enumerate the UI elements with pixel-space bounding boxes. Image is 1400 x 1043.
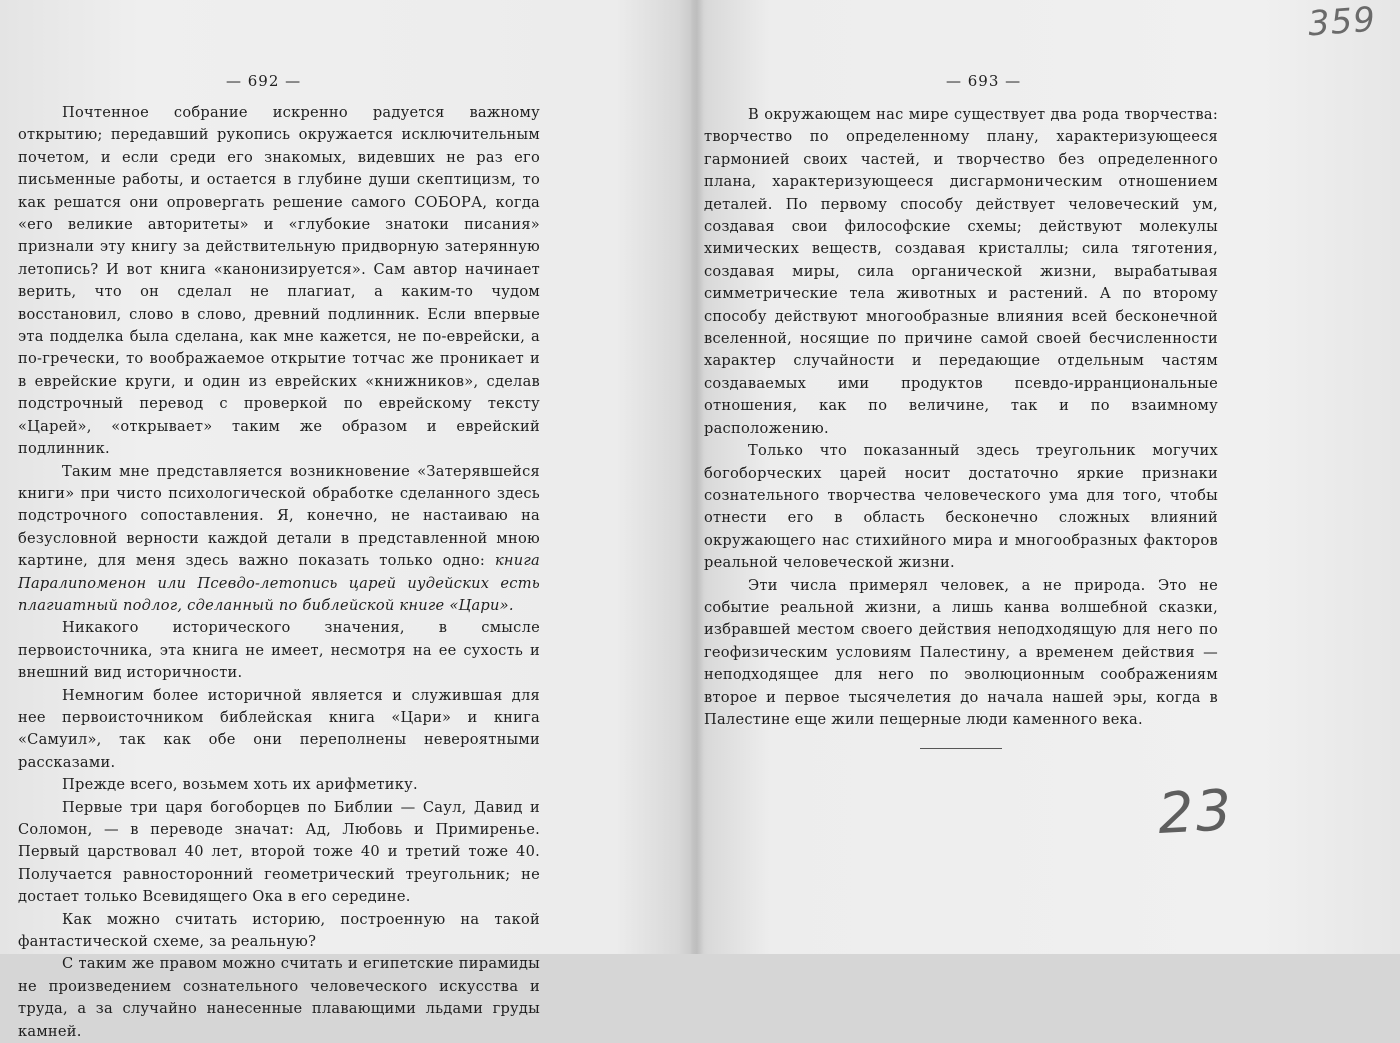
paragraph: Первые три царя богоборцев по Библии — Саул, Давид и Соломон, — в переводе значат: Ад, Любовь и Примиренье. Первый царствовал 40 лет, второй тоже 40 и третий тоже 40. Получается равносторонний геометрический треугольник; не достает только Всевидящего Ока в его середине. [18,798,540,906]
paragraph: Немногим более историчной является и служившая для нее первоисточником библейская книга «Цари» и книга «Самуил», так как обе они переполнены невероятными рассказами. [18,686,540,771]
handwritten-archive-number: 359 [1306,0,1378,45]
paragraph-text: Таким мне представляется возникновение «Затерявшейся книги» при чисто психологической обработке сделанного здесь подстрочного сопоставления. Я, конечно, не настаиваю на безусловной верности каждой детали в представленной мною картине, для меня здесь важно показать только одно: [18,462,540,570]
paragraph: Только что показанный здесь треугольник могучих богоборческих царей носит достаточно яркие признаки сознательного творчества человеческого ума для того, чтобы отнести его в область бесконечно сложных влияний окружающего нас стихийного мира и многообразных факторов реальной человеческой жизни. [704,442,1218,572]
paragraph: Никакого исторического значения, в смысле первоисточника, эта книга не имеет, несмотря на ее сухость и внешний вид историчности. [18,619,540,682]
section-divider [920,748,1002,749]
paragraph: Эти числа примерял человек, а не природа. Это не событие реальной жизни, а лишь канва волшебной сказки, избравшей местом своего действия неподходящую для него по геофизическим условиям Палестину, а временем действия — неподходящее для него по эволюционным соображениям второе и первое тысячелетия до начала нашей эры, когда в Палестине еще жили пещерные люди каменного века. [704,576,1218,728]
paragraph: Прежде всего, возьмем хоть их арифметику. [62,776,418,794]
page-number-right: — 693 — [946,72,1022,90]
left-page [0,0,690,1040]
paragraph: Как можно считать историю, построенную на такой фантастической схеме, за реальную? [18,910,540,951]
italic-conclusion: книга Паралипоменон или Псевдо-летопись царей иудейских есть плагиатный подлог, сделанный по библейской книге «Цари». [18,552,541,614]
paragraph: С таким же правом можно считать и египетские пирамиды не произведением сознательного человеческого искусства и труда, а за случайно нанесенные плавающими льдами груды камней. [18,955,540,1040]
paragraph [18,461,540,618]
paragraph: Почтенное собрание искренно радуется важному открытию; передавший рукопись окружается исключительным почетом, и если среди его знакомых, видевших не раз его письменные работы, и остается в глубине души скептицизм, то как решатся они опровергать решение самого СОБОРА, когда «его великие авторитеты» и «глубокие знатоки писания» признали эту книгу за действительную придворную затерянную летопись? И вот книга «канонизируется». Сам автор начинает верить, что он сделал не плагиат, а каким-то чудом восстановил, слово в слово, древний подлинник. Если впервые эта подделка была сделана, как мне кажется, не по-еврейски, а по-гречески, то воображаемое открытие тотчас же проникает и в еврейские круги, и один из еврейских «книжников», сделав подстрочный перевод с проверкой по еврейскому тексту «Царей», «открывает» таким же образом и еврейский подлинник. [18,104,540,458]
left-page-text [18,102,540,1043]
right-page-text [704,104,1218,731]
paragraph: В окружающем нас мире существует два рода творчества: творчество по определенному плану, характеризующееся гармонией своих частей, и творчество без определенного плана, характеризующееся дисгармоническим отношением деталей. По первому способу действует человеческий ум, создавая свои философские схемы; действуют молекулы химических веществ, создавая кристаллы; сила тяготения, создавая миры, сила органической жизни, вырабатывая симметрические тела животных и растений. А по второму способу действуют многообразные влияния всей бесконечной вселенной, носящие по причине самой своей бесчисленности характер случайности и передающие отдельным частям создаваемых ими продуктов псевдо-ирранциональные отношения, как по величине, так и по взаимному расположению. [704,106,1218,437]
page-fold [690,0,704,954]
handwritten-sheet-number: 23 [1156,778,1235,847]
right-page [704,0,1400,954]
page-number-left: — 692 — [226,72,302,90]
